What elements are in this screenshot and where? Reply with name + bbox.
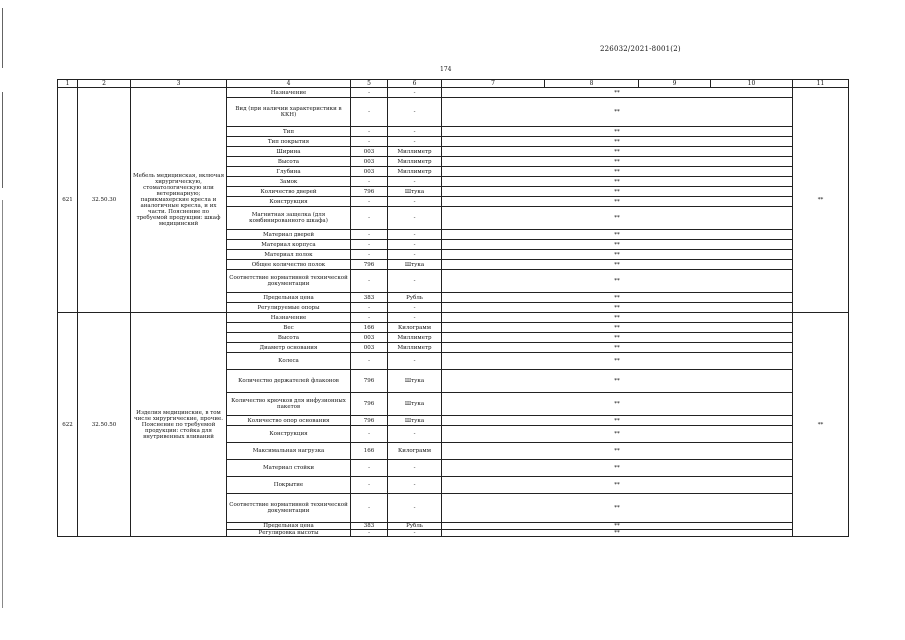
- characteristic-value: **: [442, 523, 793, 530]
- unit-code: 166: [351, 443, 388, 460]
- characteristic-name: Магнитная защелка (для комбинированного шкафа): [227, 207, 351, 230]
- unit-name: Штука: [388, 370, 442, 393]
- column-header: 3: [131, 80, 227, 88]
- column-header: 8: [545, 80, 639, 88]
- unit-name: Килограмм: [388, 323, 442, 333]
- characteristic-name: Материал стойки: [227, 460, 351, 477]
- characteristic-value: **: [442, 187, 793, 197]
- characteristic-value: **: [442, 260, 793, 270]
- unit-name: Штука: [388, 187, 442, 197]
- unit-name: -: [388, 353, 442, 370]
- unit-code: -: [351, 230, 388, 240]
- characteristic-value: **: [442, 147, 793, 157]
- unit-code: 796: [351, 416, 388, 426]
- unit-name: -: [388, 494, 442, 523]
- unit-code: 796: [351, 393, 388, 416]
- unit-name: Миллиметр: [388, 147, 442, 157]
- characteristic-name: Соответствие нормативной технической документации: [227, 494, 351, 523]
- characteristic-value: **: [442, 250, 793, 260]
- unit-code: 003: [351, 343, 388, 353]
- characteristic-name: Глубина: [227, 167, 351, 177]
- characteristic-name: Количество опор основания: [227, 416, 351, 426]
- characteristic-value: **: [442, 197, 793, 207]
- characteristic-name: Ширина: [227, 147, 351, 157]
- unit-code: -: [351, 127, 388, 137]
- unit-code: -: [351, 313, 388, 323]
- characteristic-name: Материал дверей: [227, 230, 351, 240]
- characteristic-name: Материал корпуса: [227, 240, 351, 250]
- characteristic-name: Назначение: [227, 313, 351, 323]
- unit-code: -: [351, 207, 388, 230]
- characteristic-value: **: [442, 460, 793, 477]
- characteristic-name: Назначение: [227, 88, 351, 98]
- column-header: 9: [639, 80, 711, 88]
- scan-left-edge: [2, 8, 3, 608]
- characteristic-name: Замок: [227, 177, 351, 187]
- characteristic-value: **: [442, 353, 793, 370]
- unit-code: 003: [351, 147, 388, 157]
- unit-code: 383: [351, 293, 388, 303]
- characteristic-name: Количество крючков для инфузионных пакетов: [227, 393, 351, 416]
- characteristic-value: **: [442, 494, 793, 523]
- unit-name: -: [388, 303, 442, 313]
- unit-code: -: [351, 137, 388, 147]
- characteristic-name: Максимальная нагрузка: [227, 443, 351, 460]
- unit-name: Штука: [388, 416, 442, 426]
- unit-code: -: [351, 177, 388, 187]
- characteristic-value: **: [442, 177, 793, 187]
- characteristic-value: **: [442, 240, 793, 250]
- unit-code: -: [351, 303, 388, 313]
- column-header: 6: [388, 80, 442, 88]
- group-number: 622: [58, 313, 78, 537]
- column-header: 10: [711, 80, 793, 88]
- unit-name: -: [388, 460, 442, 477]
- unit-code: -: [351, 250, 388, 260]
- unit-code: -: [351, 460, 388, 477]
- unit-name: -: [388, 88, 442, 98]
- characteristic-name: Колеса: [227, 353, 351, 370]
- unit-name: -: [388, 530, 442, 537]
- characteristic-name: Конструкция: [227, 197, 351, 207]
- unit-code: -: [351, 530, 388, 537]
- characteristic-name: Тип покрытия: [227, 137, 351, 147]
- table-row: [58, 313, 849, 323]
- characteristic-value: **: [442, 426, 793, 443]
- characteristic-name: Предельная цена: [227, 293, 351, 303]
- unit-code: -: [351, 426, 388, 443]
- unit-code: -: [351, 494, 388, 523]
- characteristic-value: **: [442, 270, 793, 293]
- characteristic-value: **: [442, 230, 793, 240]
- unit-code: 796: [351, 370, 388, 393]
- characteristic-value: **: [442, 530, 793, 537]
- characteristic-value: **: [442, 333, 793, 343]
- characteristic-value: **: [442, 167, 793, 177]
- characteristic-name: Количество держателей флаконов: [227, 370, 351, 393]
- unit-name: -: [388, 98, 442, 127]
- characteristic-name: Покрытие: [227, 477, 351, 494]
- characteristic-value: **: [442, 416, 793, 426]
- group-code: 32.50.30: [78, 88, 131, 313]
- unit-code: -: [351, 353, 388, 370]
- characteristic-value: **: [442, 443, 793, 460]
- unit-code: -: [351, 240, 388, 250]
- column-header: 4: [227, 80, 351, 88]
- table-row: [58, 88, 849, 98]
- characteristic-value: **: [442, 137, 793, 147]
- characteristic-value: **: [442, 98, 793, 127]
- unit-code: 383: [351, 523, 388, 530]
- column-header: 1: [58, 80, 78, 88]
- page-number: 174: [440, 66, 452, 73]
- column-header: 5: [351, 80, 388, 88]
- characteristic-value: **: [442, 88, 793, 98]
- unit-name: -: [388, 207, 442, 230]
- unit-code: 166: [351, 323, 388, 333]
- characteristic-name: Конструкция: [227, 426, 351, 443]
- unit-name: Килограмм: [388, 443, 442, 460]
- characteristic-name: Диаметр основания: [227, 343, 351, 353]
- unit-name: Штука: [388, 260, 442, 270]
- unit-name: -: [388, 230, 442, 240]
- group-number: 621: [58, 88, 78, 313]
- group-name: Изделия медицинские, в том числе хирургические, прочие. Пояснение по требуемой продукции: стойка для внутривенных вливаний: [131, 313, 227, 537]
- characteristic-value: **: [442, 127, 793, 137]
- unit-code: 003: [351, 157, 388, 167]
- unit-name: -: [388, 313, 442, 323]
- unit-name: Миллиметр: [388, 157, 442, 167]
- characteristic-name: Количество дверей: [227, 187, 351, 197]
- unit-name: -: [388, 240, 442, 250]
- characteristic-value: **: [442, 303, 793, 313]
- unit-name: -: [388, 477, 442, 494]
- characteristic-value: **: [442, 370, 793, 393]
- characteristic-name: Вид (при наличии характеристики в ККН): [227, 98, 351, 127]
- characteristic-value: **: [442, 313, 793, 323]
- unit-name: -: [388, 250, 442, 260]
- column-header: 7: [442, 80, 545, 88]
- column-header-row: [58, 80, 849, 88]
- unit-code: 796: [351, 187, 388, 197]
- characteristic-value: **: [442, 343, 793, 353]
- group-col11: **: [793, 313, 849, 537]
- unit-name: Миллиметр: [388, 343, 442, 353]
- characteristic-value: **: [442, 293, 793, 303]
- group-name: Мебель медицинская, включая хирургическую, стоматологическую или ветеринарную; парикмахерские кресла и аналогичные кресла, и их части. Пояснение по требуемой продукции: шкаф медицинский: [131, 88, 227, 313]
- unit-name: -: [388, 197, 442, 207]
- characteristic-value: **: [442, 323, 793, 333]
- group-col11: **: [793, 88, 849, 313]
- unit-name: Рубль: [388, 523, 442, 530]
- unit-name: -: [388, 426, 442, 443]
- unit-code: -: [351, 197, 388, 207]
- characteristic-name: Вес: [227, 323, 351, 333]
- characteristic-name: Высота: [227, 157, 351, 167]
- column-header: 11: [793, 80, 849, 88]
- unit-name: -: [388, 270, 442, 293]
- characteristic-name: Тип: [227, 127, 351, 137]
- unit-code: -: [351, 270, 388, 293]
- unit-name: Миллиметр: [388, 333, 442, 343]
- unit-code: -: [351, 88, 388, 98]
- unit-code: 796: [351, 260, 388, 270]
- unit-code: 003: [351, 333, 388, 343]
- unit-name: -: [388, 127, 442, 137]
- characteristic-name: Предельная цена: [227, 523, 351, 530]
- characteristic-value: **: [442, 477, 793, 494]
- characteristic-name: Высота: [227, 333, 351, 343]
- characteristic-name: Общее количество полок: [227, 260, 351, 270]
- unit-name: Миллиметр: [388, 167, 442, 177]
- characteristic-name: Регулировка высоты: [227, 530, 351, 537]
- unit-name: Штука: [388, 393, 442, 416]
- unit-name: -: [388, 137, 442, 147]
- characteristic-value: **: [442, 393, 793, 416]
- group-code: 32.50.50: [78, 313, 131, 537]
- unit-name: Рубль: [388, 293, 442, 303]
- characteristic-name: Регулируемые опоры: [227, 303, 351, 313]
- column-header: 2: [78, 80, 131, 88]
- characteristic-value: **: [442, 207, 793, 230]
- unit-code: -: [351, 98, 388, 127]
- characteristic-name: Материал полок: [227, 250, 351, 260]
- document-number: 226032/2021-8001(2): [600, 45, 681, 53]
- specification-table: [57, 79, 849, 537]
- characteristic-value: **: [442, 157, 793, 167]
- characteristic-name: Соответствие нормативной технической документации: [227, 270, 351, 293]
- unit-code: 003: [351, 167, 388, 177]
- unit-code: -: [351, 477, 388, 494]
- unit-name: -: [388, 177, 442, 187]
